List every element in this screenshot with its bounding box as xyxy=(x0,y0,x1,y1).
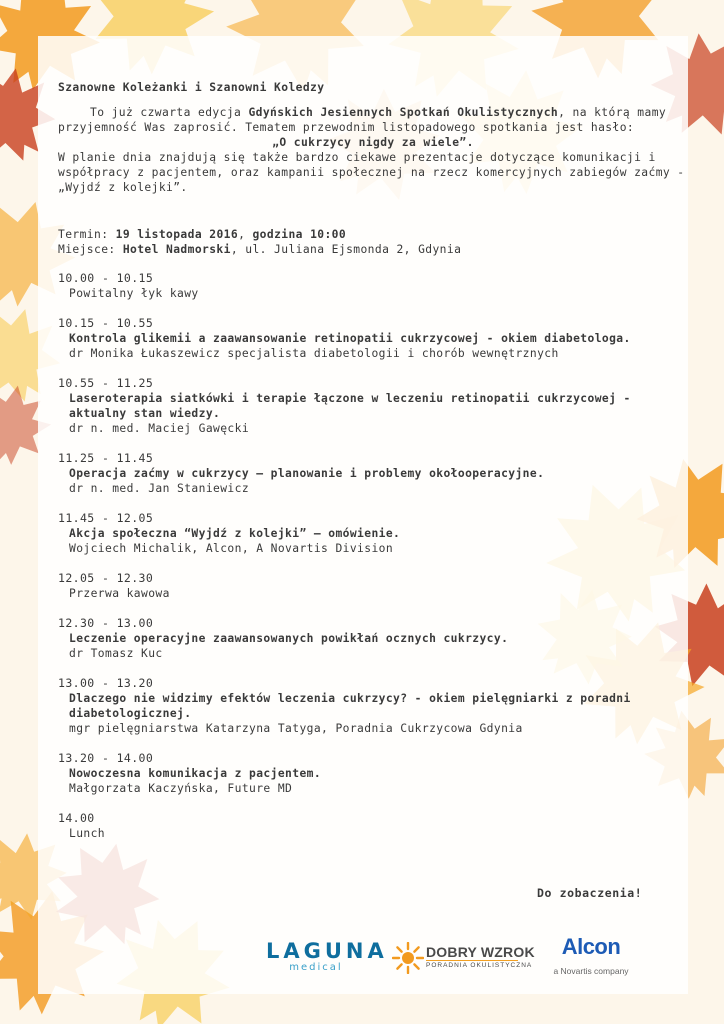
agenda-time: 14.00 xyxy=(58,811,95,825)
date-separator: , xyxy=(238,228,253,241)
agenda-item xyxy=(58,571,688,601)
laguna-logo-name: LAGUNA xyxy=(266,939,388,963)
plan-paragraph: W planie dnia znajdują się także bardzo ciekawe prezentacje dotyczące komunikacji i współpracy z pacjentem, oraz kampanii społecznej na rzecz komercyjnych zabiegów zaćmy - „Wyjdź z kolejki”. xyxy=(58,151,685,194)
agenda-speaker: mgr pielęgniarstwa Katarzyna Tatyga, Poradnia Cukrzycowa Gdynia xyxy=(69,722,523,735)
agenda-item xyxy=(58,511,688,556)
event-place xyxy=(58,242,688,257)
agenda-time: 10.55 - 11.25 xyxy=(58,376,154,390)
agenda-item xyxy=(58,751,688,796)
agenda-time: 10.15 - 10.55 xyxy=(58,316,154,330)
event-date xyxy=(58,227,688,242)
agenda-item xyxy=(58,811,688,841)
agenda-item xyxy=(58,271,688,301)
place-address: , ul. Juliana Ejsmonda 2, Gdynia xyxy=(230,243,462,256)
agenda-item xyxy=(58,676,688,736)
sun-icon xyxy=(392,942,424,974)
motto: „O cukrzycy nigdy za wiele”. xyxy=(272,136,474,149)
alcon-logo xyxy=(546,934,636,976)
place-label: Miejsce: xyxy=(58,243,123,256)
event-name: Gdyńskich Jesiennych Spotkań Okulistycznych xyxy=(248,106,559,119)
agenda-time: 12.05 - 12.30 xyxy=(58,571,154,585)
laguna-logo-sub: medical xyxy=(289,962,343,973)
dobry-logo-name: DOBRY WZROK xyxy=(426,944,535,960)
agenda-speaker: dr n. med. Maciej Gawęcki xyxy=(69,422,250,435)
agenda-plain: Przerwa kawowa xyxy=(69,587,170,600)
agenda-time: 11.45 - 12.05 xyxy=(58,511,154,525)
agenda-time: 12.30 - 13.00 xyxy=(58,616,154,630)
agenda-time: 13.20 - 14.00 xyxy=(58,751,154,765)
agenda-time: 11.25 - 11.45 xyxy=(58,451,154,465)
intro-after: , na którą mamy przyjemność Was zaprosić. Tematem przewodnim listopadowego spotkania jest hasło: xyxy=(58,106,667,134)
invitation-content xyxy=(58,80,688,856)
agenda-title: Operacja zaćmy w cukrzycy – planowanie i problemy okołooperacyjne. xyxy=(69,467,545,480)
closing-text: Do zobaczenia! xyxy=(537,886,643,900)
intro-before: To już czwarta edycja xyxy=(90,106,249,119)
time-value: godzina 10:00 xyxy=(252,228,347,241)
alcon-logo-name: Alcon xyxy=(561,934,621,959)
intro-text xyxy=(58,105,688,195)
agenda-title: Laseroterapia siatkówki i terapie łączone w leczeniu retinopatii cukrzycowej - aktualny stan wiedzy. xyxy=(69,392,631,420)
agenda-title: Nowoczesna komunikacja z pacjentem. xyxy=(69,767,322,780)
agenda-speaker: Małgorzata Kaczyńska, Future MD xyxy=(69,782,293,795)
agenda-time: 10.00 - 10.15 xyxy=(58,271,154,285)
date-value: 19 listopada 2016 xyxy=(115,228,239,241)
intro-paragraph xyxy=(58,105,688,135)
agenda-item xyxy=(58,316,688,361)
agenda-speaker: dr Monika Łukaszewicz specjalista diabetologii i chorób wewnętrznych xyxy=(69,347,559,360)
agenda-item xyxy=(58,451,688,496)
agenda-time: 13.00 - 13.20 xyxy=(58,676,154,690)
agenda xyxy=(58,271,688,841)
agenda-speaker: Wojciech Michalik, Alcon, A Novartis Division xyxy=(69,542,394,555)
place-name: Hotel Nadmorski xyxy=(122,243,231,256)
agenda-title: Kontrola glikemii a zaawansowanie retinopatii cukrzycowej - okiem diabetologa. xyxy=(69,332,631,345)
event-details xyxy=(58,227,688,257)
agenda-item xyxy=(58,376,688,436)
agenda-speaker: dr Tomasz Kuc xyxy=(69,647,163,660)
alcon-logo-sub: a Novartis company xyxy=(553,966,629,976)
date-label: Termin: xyxy=(58,228,116,241)
agenda-plain: Powitalny łyk kawy xyxy=(69,287,199,300)
dobry-logo-sub: PORADNIA OKULISTYCZNA xyxy=(426,962,533,969)
agenda-title: Dlaczego nie widzimy efektów leczenia cukrzycy? - okiem pielęgniarki z poradni diabetologicznej. xyxy=(69,692,631,720)
laguna-medical-logo xyxy=(266,939,388,973)
agenda-title: Akcja społeczna “Wyjdź z kolejki” – omówienie. xyxy=(69,527,401,540)
agenda-title: Leczenie operacyjne zaawansowanych powikłań ocznych cukrzycy. xyxy=(69,632,509,645)
agenda-plain: Lunch xyxy=(69,827,106,840)
agenda-item xyxy=(58,616,688,661)
greeting: Szanowne Koleżanki i Szanowni Koledzy xyxy=(58,81,325,94)
agenda-speaker: dr n. med. Jan Staniewicz xyxy=(69,482,250,495)
